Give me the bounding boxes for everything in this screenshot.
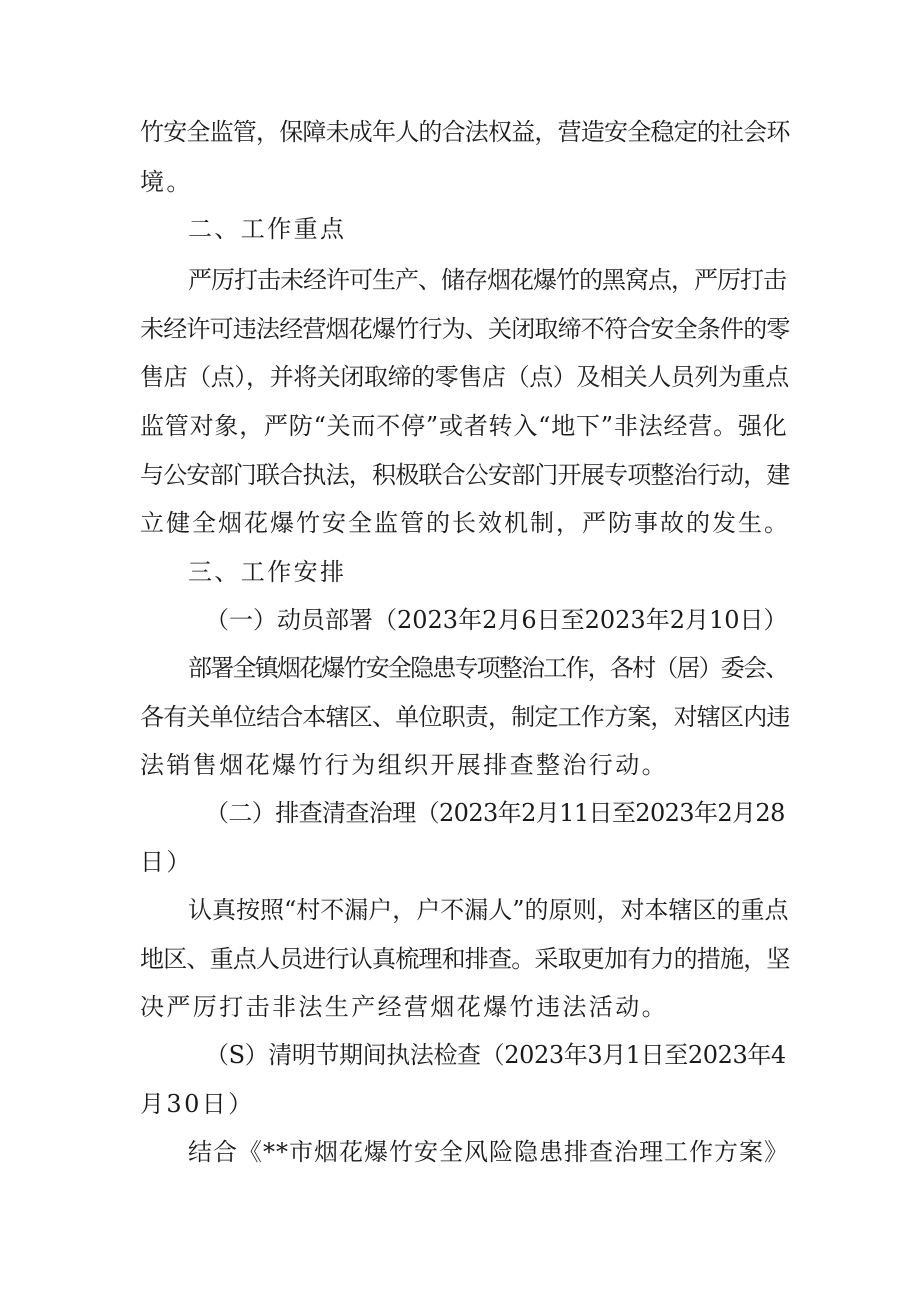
paragraph-line: 严厉打击未经许可生产、储存烟花爆竹的黑窝点，严厉打击 [188, 266, 786, 294]
paragraph-line: 竹安全监管，保障未成年人的合法权益，营造安全稳定的社会环 [140, 118, 790, 146]
paragraph-line: 部署全镇烟花爆竹安全隐患专项整治工作，各村（居）委会、 [188, 654, 788, 682]
paragraph-line: 各有关单位结合本辖区、单位职责，制定工作方案，对辖区内违 [140, 703, 790, 731]
subsection-heading: （二）排查清查治理（2023年2月11日至2023年2月28 [205, 799, 785, 827]
paragraph-line: 立健全烟花爆竹安全监管的长效机制，严防事故的发生。 [140, 509, 790, 537]
paragraph-line: 地区、重点人员进行认真梳理和排查。采取更加有力的措施，坚 [140, 945, 790, 973]
paragraph-line: 日） [140, 848, 193, 876]
section-heading: 三、工作安排 [188, 558, 347, 586]
paragraph-line: 境。 [140, 168, 193, 196]
subsection-heading: （一）动员部署（2023年2月6日至2023年2月10日） [205, 606, 788, 634]
paragraph-line: 与公安部门联合执法，积极联合公安部门开展专项整治行动，建 [140, 461, 790, 489]
subsection-heading: （S）清明节期间执法检查（2023年3月1日至2023年4 [205, 1041, 786, 1069]
paragraph-line: 未经许可违法经营烟花爆竹行为、关闭取缔不符合安全条件的零 [140, 315, 790, 343]
paragraph-line: 结合《**市烟花爆竹安全风险隐患排查治理工作方案》 [188, 1138, 789, 1166]
paragraph-line: 决严厉打击非法生产经营烟花爆竹违法活动。 [140, 993, 668, 1021]
paragraph-line: 监管对象，严防“关而不停”或者转入“地下”非法经营。强化 [140, 412, 788, 440]
paragraph-line: 月30日） [140, 1090, 255, 1118]
paragraph-line: 法销售烟花爆竹行为组织开展排查整治行动。 [140, 751, 668, 779]
paragraph-line: 认真按照“村不漏户，户不漏人”的原则，对本辖区的重点 [188, 896, 789, 924]
paragraph-line: 售店（点），并将关闭取缔的零售店（点）及相关人员列为重点 [140, 363, 789, 391]
section-heading: 二、工作重点 [188, 215, 347, 243]
